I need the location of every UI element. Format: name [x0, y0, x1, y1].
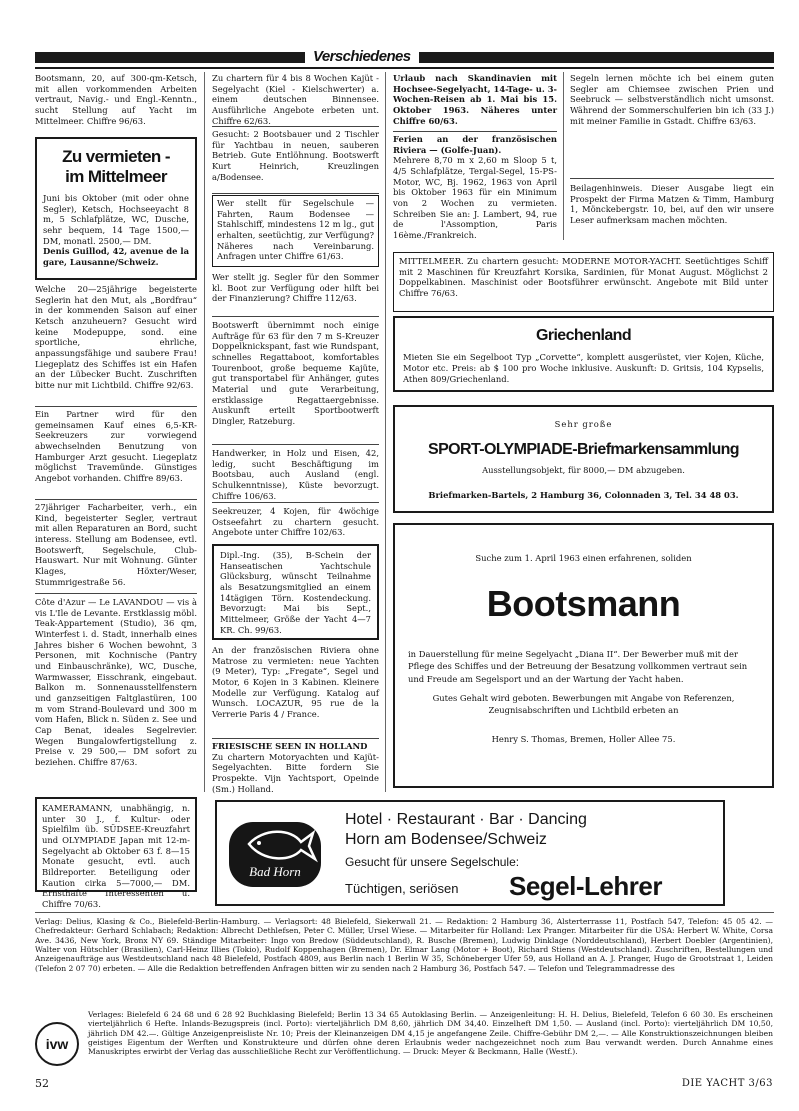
- ad-text: Juni bis Oktober (mit oder ohne Segler), Ketsch, Hochseeyacht 8 m, 5 Schlafplätze, WC, Dusche, sehr bequem, 14 Tage 1500,— DM, monatl. 2500,— DM.: [43, 193, 189, 246]
- classified-ad: [212, 129, 379, 191]
- hotel-headline: Segel-Lehrer: [509, 871, 662, 901]
- ad-text: Gesucht: 2 Bootsbauer und 2 Tischler für Yachtbau in neuen, sauberen Betrieb. Gute Entlöhnung. Bootswerft Kurt Heinrich, Kreuzlingen a/Bodensee.: [212, 129, 379, 182]
- hotel-line: Hotel · Restaurant · Bar · Dancing: [345, 811, 587, 828]
- ad-text: Zu chartern für 4 bis 8 Wochen Kajüt - Segelyacht (Kiel - Kielschwerter) a. einem deutschen Binnensee. Ausführliche Angebote erbeten unt. Chiffre 62/63.: [212, 73, 379, 126]
- classified-ad: [212, 73, 379, 125]
- ad-text: Wer stellt jg. Segler für den Sommer kl. Boot zur Verfügung oder hilft bei der Finanzierung? Chiffre 112/63.: [212, 272, 379, 304]
- ad-text: Wer stellt für Segelschule — Fahrten, Raum Bodensee — Stahlschiff, mindestens 12 m lg., gut erhalten, seetüchtig, zur Verfügung? Näheres nach Vereinbarung. Anfragen unter Chiffre 61/63.: [217, 198, 374, 262]
- ad-heading: Ferien an der französischen Riviera — (Golfe-Juan).: [393, 134, 557, 155]
- classified-ad: [35, 73, 197, 133]
- imprint-text: Verlag: Delius, Klasing & Co., Bielefeld-Berlin-Hamburg. — Verlagsort: 48 Bielefeld, Siekerwall 21. — Redaktion: 2 Hamburg 36, Alsterterrasse 11, Postfach 547, Telefon: 45 05 42. — Chefredakteur: Gerhard Schlabach; Redaktion: Albrecht Dethlefsen, Peter C. Müller, Ursel Wiese. — Mitarbeiter für Holland: Lex Pranger. Mitarbeiter für die USA: Herbert W. White, Corsa Ave. 3436, New York, Bronx NY 69. Ständige Mitarbeiter: Ingo von Bredow (Süddeutschland), R. Busche (Bremen), Ludwig Dinklage (Norddeutschland), Herbert Doebler (Argentinien), Walter von Hütschler (Brasilien), Carl-Heinz Illies (Tokio), Rudolf Koppenhagen (Bremen), Dr. Elmar Lang (Motor + Boot), Richard Stiens (Westdeutschland). Zuschriften, Bestellungen und Anzeigenaufträge aus Westdeutschland nach 48 Bielefeld, Postfach 4809, aus Berlin nach 1 Berlin W 35, Schöneberger Ufer 59, aus Holland an A. J. Pranger, Hugo de Grootstraat 1, Leiden (Telefon 2 07 70) erbeten. — Alle die Redaktion betreffenden Anfragen bitten wir zu senden nach 2 Hamburg 36, Postfach 547. — Telefon und Telegrammadresse des: [35, 917, 773, 973]
- column-divider: [385, 72, 386, 792]
- ad-contact: Briefmarken-Bartels, 2 Hamburg 36, Colonnaden 3, Tel. 34 48 03.: [428, 489, 739, 500]
- column-divider: [563, 72, 564, 240]
- classified-ad: [570, 73, 774, 163]
- classified-ad: [35, 409, 197, 497]
- ad-separator: [212, 126, 379, 127]
- ad-text: Dipl.-Ing. (35), B-Schein der Hanseatischen Yachtschule Glücksburg, wünscht Teilnahme als Besatzungsmitglied an einem 14tägigen Törn. Kostendeckung. Bevorzugt: Mai bis Sept., Mittelmeer, Größe der Yacht 4—7 KR. Ch. 99/63.: [220, 550, 371, 635]
- hotel-line: Horn am Bodensee/Schweiz: [345, 831, 547, 848]
- classified-ad: [35, 502, 197, 590]
- ad-text: Urlaub nach Skandinavien mit Hochsee-Segelyacht, 14-Tage- u. 3-Wochen-Reisen ab 1. Mai bis 15. Oktober 1963. Näheres unter Chiffre 60/63.: [393, 73, 557, 126]
- ad-text: Handwerker, in Holz und Eisen, 42, ledig, sucht Beschäftigung im Bootsbau, auch Ausland (engl. Schulkenntnisse), Küste bevorzugt. Chiffre 106/63.: [212, 448, 379, 501]
- hotel-line: Gesucht für unsere Segelschule:: [345, 855, 520, 869]
- ad-box-greece: [393, 316, 774, 392]
- ad-separator: [212, 316, 379, 317]
- page-number: 52: [35, 1077, 49, 1090]
- ad-text: Ein Partner wird für den gemeinsamen Kauf eines 6,5-KR-Seekreuzers zur vorwiegend abwechselnden Benutzung von Hamburger Arzt gesucht. Liegeplatz möglichst Travemünde. Günstiges Angebot vorhanden. Chiffre 89/63.: [35, 409, 197, 484]
- ad-text: Mieten Sie ein Segelboot Typ „Corvette“, komplett ausgerüstet, vier Kojen, Küche, Motor etc. Preis: ab $ 100 pro Woche inklusive. Auskunft: D. Gritsis, 104 Kypselis, Athen 809/Griechenland.: [403, 352, 764, 384]
- ad-text: Welche 20—25jährige begeisterte Seglerin hat den Mut, als „Bordfrau“ in der kommenden Saison auf einer Ketsch anzuheuern? Gesucht wird keine Modepuppe, sond. eine sportliche, ehrliche, anpassungsfähige und saubere Frau! Liegeplatz des Schiffes ist ein Hafen an der Lübecker Bucht. Zuschriften bitte nur mit Lichtbild. Chiffre 92/63.: [35, 284, 197, 391]
- footer-rule: [35, 912, 774, 913]
- ad-separator: [212, 502, 379, 503]
- ad-heading: FRIESISCHE SEEN IN HOLLAND: [212, 741, 368, 751]
- ivw-logo: [35, 1022, 79, 1066]
- ad-box-stamps: [393, 405, 774, 513]
- issue-label: DIE YACHT 3/63: [681, 1078, 773, 1089]
- ad-box-dipl-ing: [212, 544, 379, 640]
- hotel-line: Tüchtigen, seriösen: [345, 881, 459, 896]
- ad-text: Bootsmann, 20, auf 300-qm-Ketsch, mit allen vorkommenden Arbeiten vertraut, Navig.- und Engl.-Kenntn., sucht Stellung auf Yacht im Mittelmeer. Chiffre 96/63.: [35, 73, 197, 126]
- logo-text: Bad Horn: [249, 864, 301, 879]
- ad-text: Ausstellungsobjekt, für 8000,— DM abzugeben.: [482, 464, 685, 475]
- ad-text: KAMERAMANN, unabhängig, n. unter 30 J., f. Kultur- oder Spielfilm üb. SÜDSEE-Kreuzfahrt und OLYMPIADE Japan mit 12-m-Segelyacht ab Oktober 63 f. 8—15 Monate gesucht, evtl. auch Bildreporter. Beteiligung oder Kaution cirka 5—7000,— DM. Ernsthafte Interessenten u. Chiffre 70/63.: [42, 803, 190, 910]
- header-underline: [35, 67, 774, 69]
- ad-heading: SPORT-OLYMPIADE-Briefmarkensammlung: [428, 440, 739, 458]
- ad-separator: [212, 444, 379, 445]
- ad-text: MITTELMEER. Zu chartern gesucht: MODERNE MOTOR-YACHT. Seetüchtiges Schiff mit 2 Maschinen für Kreuzfahrt Korsika, Sardinien, für Monat August. Möglichst 2 Doppelkabinen. Maschinist oder Bootsführer erwünscht. Angebote mit Bild unter Chiffre 76/63.: [399, 256, 768, 299]
- ad-separator: [212, 738, 379, 739]
- classified-ad: [35, 284, 197, 404]
- classified-ad: [212, 320, 379, 442]
- ad-box-kameramann: [35, 797, 197, 910]
- ad-contact: Denis Guillod, 42, avenue de la gare, Lausanne/Schweiz.: [43, 246, 189, 268]
- bad-horn-logo: [229, 822, 321, 887]
- ad-separator: [35, 406, 197, 407]
- section-title: Verschiedenes: [305, 47, 419, 66]
- classified-ad: [393, 134, 557, 242]
- ad-heading: im Mittelmeer: [65, 167, 167, 186]
- ad-text: Zu chartern Motoryachten und Kajüt-Segelyachten. Bitte fordern Sie Prospekte. Vijn Yachtsport, Opeinde (Sm.) Holland.: [212, 751, 379, 794]
- ad-separator: [212, 193, 379, 194]
- ad-separator: [35, 499, 197, 500]
- classified-ad: [212, 506, 379, 539]
- ad-text: Côte d'Azur — Le LAVANDOU — vis à vis L'Ile de Levante. Erstklassig möbl. Teak-Appartement (Studio), 36 qm, Winterfest i. d. Stadt, innerhalb eines Jahres bisher 6 Wochen bewohnt, 3 Personen, mit Kochnische (Pantry und Einbauschränke), WC, Dusche, Warmwasser, Eisschrank, eingebaut. Balkon m. Sonnenausstellfenstern und ganzseitigen Faltglastüren, 100 m vom Strand-Boulevard und 300 m vom Hafen, Blick n. Süden z. See und Cap Benat, ideales Segelrevier. Wegen Bungalowfertigstellung z. Preise v. 29 500,— DM sofort zu beziehen. Chiffre 87/63.: [35, 597, 197, 768]
- classified-ad: [212, 741, 379, 793]
- ad-heading: Griechenland: [535, 327, 632, 344]
- ad-box-rental: [35, 137, 197, 280]
- ad-text: Suche zum 1. April 1963 einen erfahrenen, soliden: [475, 553, 692, 563]
- ad-box-bootsmann: [393, 523, 774, 788]
- ad-separator: [570, 178, 774, 179]
- ad-text: Segeln lernen möchte ich bei einem guten Segler am Chiemsee zwischen Prien und Seebruck — selbstverständlich nicht umsonst. Während der Sommerschulferien bin ich (33 J.) mit meiner Familie in Gstadt. Chiffre 63/63.: [570, 73, 774, 126]
- ad-signature: Henry S. Thomas, Bremen, Holler Allee 75.: [491, 733, 676, 744]
- classified-ad: [212, 448, 379, 500]
- ad-text: Mehrere 8,70 m x 2,60 m Sloop 5 t, 4/5 Schlafplätze, Tergal-Segel, 15-PS-Motor, WC, Bj. 1962, 1963 von April bis Oktober 1963 für ein Minimum von 2 Wochen zu vermieten. Schreiben Sie an: J. Lambert, 94, rue de l'Assomption, Paris 16ème./Frankreich.: [393, 155, 557, 241]
- classified-ad: [212, 645, 379, 737]
- ad-text: in Dauerstellung für meine Segelyacht „Diana II“. Der Bewerber muß mit der Pflege des Schiffes und der Betreuung der Besatzung vollkommen vertraut sein und Freude am Segelsport und an der Wartung der Yacht haben.: [408, 648, 748, 684]
- ad-subheading: Sehr große: [554, 419, 613, 429]
- column-divider: [204, 72, 205, 792]
- ad-text: Gutes Gehalt wird geboten. Bewerbungen mit Angabe von Referenzen, Zeugnisabschriften und Lichtbild erbeten an: [432, 692, 735, 716]
- ad-heading: Bootsmann: [486, 582, 681, 624]
- ad-separator: [393, 131, 557, 132]
- ad-heading: Zu vermieten -: [62, 147, 170, 166]
- ad-text: Bootswerft übernimmt noch einige Aufträge für 63 für den 7 m S-Kreuzer Doppelknickspant, fast wie Rundspant, schnelles Regattaboot, komfortables Tourenboot, große bequeme Kajüte, gut transportabel für Anhänger, gutes Material und gute Verarbeitung, erstklassige Regattaergebnisse. Auskunft erteilt Sportbootwerft Dingler, Ratzeburg.: [212, 320, 379, 427]
- classified-ad: [212, 272, 379, 314]
- imprint-text: Verlages: Bielefeld 6 24 68 und 6 28 92 Buchklasing Bielefeld; Berlin 13 34 65 Autoklasing Berlin. — Anzeigenleitung: H. H. Delius, Bielefeld, Telefon 6 60 30. Es erscheinen vierteljährlich 6 Hefte. Inlands-Bezugspreis (incl. Porto): vierteljährlich DM 8,60, jährlich DM 34,40. Einzelheft DM 1,50. — Ausland (incl. Porto): vierteljährlich DM 10,50, jährlich DM 42.—. Gültige Anzeigenpreisliste Nr. 10; Preis der Kleinanzeigen DM 4,15 je angefangene Zeile. Chiffre-Gebühr DM 2,—. — Alle Konstruktionszeichnungen bleiben geistiges Eigentum der Werften und Konstrukteure und dürfen ohne deren Erlaubnis weder nachgezeichnet noch zum Bau verwandt werden. Durch Annahme eines Manuskriptes erwirbt der Verlag das ausschließliche Recht zur Veröffentlichung. — Druck: Meyer & Beckmann, Halle (Westf.).: [88, 1010, 773, 1057]
- classified-ad: [393, 73, 557, 133]
- classified-ad: [35, 597, 197, 792]
- ad-text: Beilagenhinweis. Dieser Ausgabe liegt ein Prospekt der Firma Matzen & Timm, Hamburg 1, Mönckebergstr. 10, bei, auf den wir unsere Leser aufmerksam machen möchten.: [570, 183, 774, 226]
- ad-text: Seekreuzer, 4 Kojen, für 4wöchige Ostseefahrt zu chartern gesucht. Angebote unter Chiffre 102/63.: [212, 506, 379, 538]
- ad-box-motor-yacht: [393, 252, 774, 312]
- ad-box-hotel: [215, 800, 725, 906]
- ivw-label: ivw: [45, 1036, 69, 1052]
- ad-text: 27jähriger Facharbeiter, verh., ein Kind, begeisterter Segler, vertraut mit allen Reparaturen an Bord, sucht interess. Stellung am Bodensee, evtl. Bootswerft, Segelschule, Club-Hauswart. Nur mit Wohnung. Günter Klages, Höxter/Weser, Stummrigestraße 56.: [35, 502, 197, 587]
- ad-text: An der französischen Riviera ohne Matrose zu vermieten: neue Yachten (9 Meter), Typ: „Fregate“, Segel und Motor, 6 Kojen in 3 Kabinen. Kleinere Modelle zur Verfügung. Katalog auf Wunsch. LOCAZUR, 95 rue de la Verrerie Paris 4 / France.: [212, 645, 379, 720]
- ad-separator: [35, 593, 197, 594]
- ad-box-stahlschiff: [212, 195, 379, 267]
- classified-ad: [570, 183, 774, 243]
